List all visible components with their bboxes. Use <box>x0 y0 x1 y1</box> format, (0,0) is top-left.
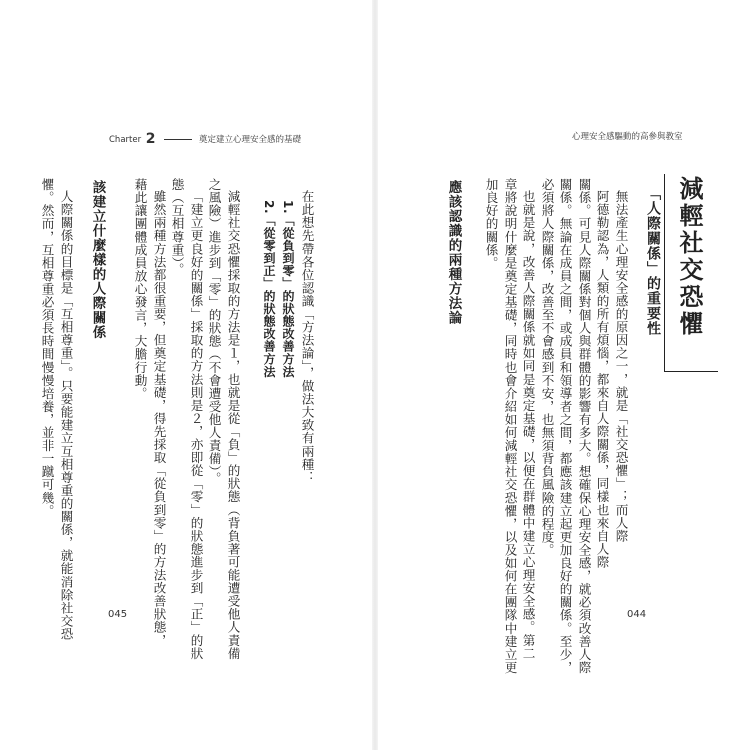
right-p2-line3: 加良好的關係。 <box>483 178 499 270</box>
section-subtitle: 「人際關係」的重要性 <box>645 186 661 336</box>
left-p2-line1: 雖然兩種方法都很重要，但奠定基礎，得先採取「從負到零」的方法改善狀態， <box>151 190 167 647</box>
left-intro: 在此想先帶各位認識「方法論」，做法大致有兩種： <box>299 190 315 484</box>
left-p1-line1: 減輕社交恐懼採取的方法是１，也就是從「負」的狀態（背負著可能遭受他人責備 <box>225 190 241 660</box>
left-p3-line1: 人際關係的目標是「互相尊重」。只要能建立互相尊重的關係，就能消除社交恐 <box>58 190 74 641</box>
header-rule <box>164 139 192 140</box>
right-p1-line4: 關係。無論在成員之間，或成員和領導者之間，都應該建立起更加良好的關係。至少， <box>557 178 573 674</box>
page-number-left: 045 <box>108 609 128 620</box>
left-p2-line2: 藉此讓團體成員放心發言，大膽行動。 <box>132 178 148 400</box>
right-p2-line1: 也就是說，改善人際關係就如同是奠定基礎，以便在群體中建立心理安全感。第二 <box>520 190 536 660</box>
method-1: 1.「從負到零」的狀態改善方法 <box>281 200 295 378</box>
left-p1-line3: 「建立更良好的關係」採取的方法則是２，亦即從「零」的狀態進步到「正」的狀 <box>188 190 204 660</box>
left-p1-line2: 之風險）進步到「零」的狀態（不會遭受他人責備）。 <box>206 178 222 485</box>
left-p1-line4: 態（互相尊重）。 <box>169 178 185 277</box>
section-title: 減輕社交恐懼 <box>675 176 703 338</box>
method-2: 2.「從零到正」的狀態改善方法 <box>262 200 276 378</box>
chapter-title: 奠定建立心理安全感的基礎 <box>198 135 301 145</box>
chapter-header <box>109 130 301 146</box>
left-p3-line2: 懼。然而，互相尊重必須長時間慢慢培養，並非一蹴可幾。 <box>39 178 55 518</box>
left-heading-relationships: 該建立什麼樣的人際關係 <box>89 180 106 340</box>
chapter-number: 2 <box>145 131 156 147</box>
right-heading-methods: 應該認識的兩種方法論 <box>445 180 462 325</box>
right-p1-line3: 關係。可見人際關係對個人與群體的影響有多大。想確保心理安全感，就必須改善人際 <box>576 178 592 674</box>
page-number-right: 044 <box>627 609 647 620</box>
right-p1-line5: 必須將人際關係，改善至不會感到不安，也無須背負風險的程度。 <box>539 178 555 557</box>
book-title-header: 心理安全感驅動的高參與教室 <box>572 132 683 142</box>
book-gutter <box>372 0 378 750</box>
right-p1-line1: 無法產生心理安全感的原因之一，就是「社交恐懼」；而人際 <box>613 190 629 543</box>
chapter-word: Charter <box>109 135 142 145</box>
right-p2-line2: 章將說明什麼是奠定基礎，同時也會介紹如何減輕社交恐懼，以及如何在團隊中建立更 <box>502 178 518 674</box>
right-p1-line2: 阿德勒認為，人類的所有煩惱，都來自人際關係，同樣也來自人際 <box>594 190 610 569</box>
